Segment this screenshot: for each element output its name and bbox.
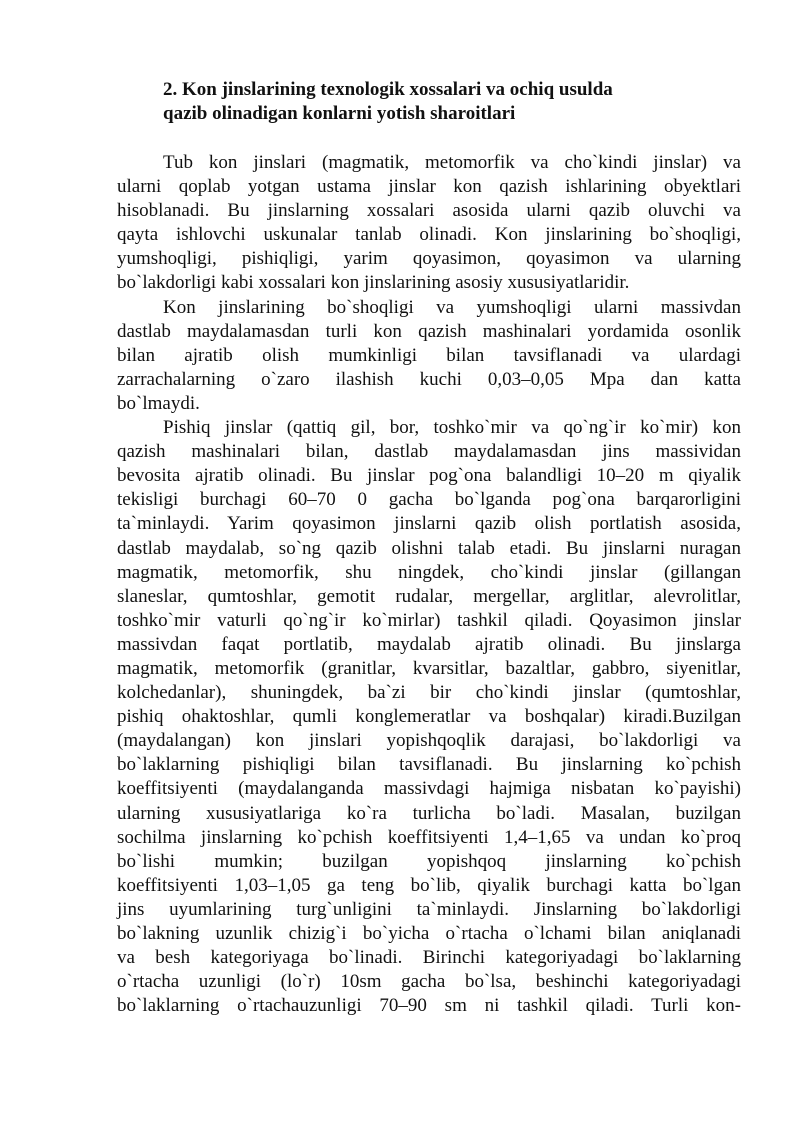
text-line: yumshoqligi, pishiqligi, yarim qoyasimon, qoyasimon va ularning xyxy=(117,248,741,270)
text-line: jins uyumlarining turg`unligini ta`minlaydi. Jinslarning bo`lakdorligi xyxy=(117,898,741,920)
text-line: kolchedanlar), shuningdek, ba`zi bir cho`kindi jinslar (qumtoshlar, xyxy=(117,682,741,704)
text-line: toshko`mir vaturli qo`ng`ir ko`mirlar) tashkil qiladi. Qoyasimon jinslar xyxy=(117,609,741,631)
text-line: magmatik, metomorfik, shu ningdek, cho`kindi jinslar (gillangan xyxy=(117,561,741,583)
text-line: magmatik, metomorfik (granitlar, kvarsitlar, bazaltlar, gabbro, siyenitlar, xyxy=(117,657,741,679)
text-line: Kon jinslarining bo`shoqligi va yumshoqligi ularni massivdan xyxy=(163,296,741,318)
text-line: ularning xususiyatlariga ko`ra turlicha bo`ladi. Masalan, buzilgan xyxy=(117,802,741,824)
text-line: qayta ishlovchi uskunalar tanlab olinadi. Kon jinslarining bo`shoqligi, xyxy=(117,224,741,246)
text-line: pishiq ohaktoshlar, qumli konglemeratlar va boshqalar) kiradi.Buzilgan xyxy=(117,706,741,728)
text-line: bevosita ajratib olinadi. Bu jinslar pog`ona balandligi 10–20 m qiyalik xyxy=(117,465,741,487)
text-line: koeffitsiyenti 1,03–1,05 ga teng bo`lib, qiyalik burchagi katta bo`lgan xyxy=(117,874,741,896)
text-line: dastlab maydalab, so`ng qazib olishni talab etadi. Bu jinslarni nuragan xyxy=(117,537,741,559)
text-line: ularni qoplab yotgan ustama jinslar kon qazish ishlarining obyektlari xyxy=(117,176,741,198)
paragraph xyxy=(117,416,741,1018)
text-line: ta`minlaydi. Yarim qoyasimon jinslarni qazib olish portlatish asosida, xyxy=(117,513,741,535)
section-heading xyxy=(163,78,723,126)
text-line: slaneslar, qumtoshlar, gemotit rudalar, mergellar, arglitlar, alevrolitlar, xyxy=(117,585,741,607)
text-line: Tub kon jinslari (magmatik, metomorfik va cho`kindi jinslar) va xyxy=(163,152,741,173)
text-line: (maydalangan) kon jinslari yopishqoqlik darajasi, bo`lakdorligi va xyxy=(117,730,741,752)
text-line: massivdan faqat portlatib, maydalab ajratib olinadi. Bu jinslarga xyxy=(117,633,741,655)
text-line: bilan ajratib olish mumkinligi bilan tavsiflanadi va ulardagi xyxy=(117,344,741,366)
text-line: Pishiq jinslar (qattiq gil, bor, toshko`mir va qo`ng`ir ko`mir) kon xyxy=(163,417,741,439)
paragraph xyxy=(117,151,741,296)
text-line: dastlab maydalamasdan turli kon qazish mashinalari yordamida osonlik xyxy=(117,320,741,342)
heading-line-2: qazib olinadigan konlarni yotish sharoitlari xyxy=(163,103,516,124)
text-line: bo`laklarning o`rtachauzunligi 70–90 sm ni tashkil qiladi. Turli kon- xyxy=(117,995,741,1017)
heading-line-1: 2. Kon jinslarining texnologik xossalari va ochiq usulda xyxy=(163,79,613,100)
text-line: bo`lmaydi. xyxy=(117,392,200,414)
text-line: bo`lakning uzunlik chizig`i bo`yicha o`rtacha o`lchami bilan aniqlanadi xyxy=(117,923,741,944)
text-line: sochilma jinslarning ko`pchish koeffitsiyenti 1,4–1,65 va undan ko`proq xyxy=(117,826,741,848)
text-line: va besh kategoriyaga bo`linadi. Birinchi kategoriyadagi bo`laklarning xyxy=(117,947,741,969)
text-line: bo`lishi mumkin; buzilgan yopishqoq jinslarning ko`pchish xyxy=(117,850,741,872)
paragraph xyxy=(117,296,741,416)
text-line: bo`laklarning pishiqligi bilan tavsiflanadi. Bu jinslarning ko`pchish xyxy=(117,754,741,776)
text-line: o`rtacha uzunligi (lo`r) 10sm gacha bo`lsa, beshinchi kategoriyadagi xyxy=(117,971,741,993)
text-line: koeffitsiyenti (maydalanganda massivdagi hajmiga nisbatan ko`payishi) xyxy=(117,778,741,800)
text-line: hisoblanadi. Bu jinslarning xossalari asosida ularni qazib oluvchi va xyxy=(117,200,741,222)
text-line: zarrachalarning o`zaro ilashish kuchi 0,03–0,05 Mpa dan katta xyxy=(117,368,741,390)
text-line: qazish mashinalari bilan, dastlab maydalamasdan jins massividan xyxy=(117,441,741,463)
text-line: bo`lakdorligi kabi xossalari kon jinslarining asosiy xususiyatlaridir. xyxy=(117,272,630,294)
body-text xyxy=(117,151,741,1018)
text-line: tekisligi burchagi 60–70 0 gacha bo`lganda pog`ona barqarorligini xyxy=(117,489,741,511)
